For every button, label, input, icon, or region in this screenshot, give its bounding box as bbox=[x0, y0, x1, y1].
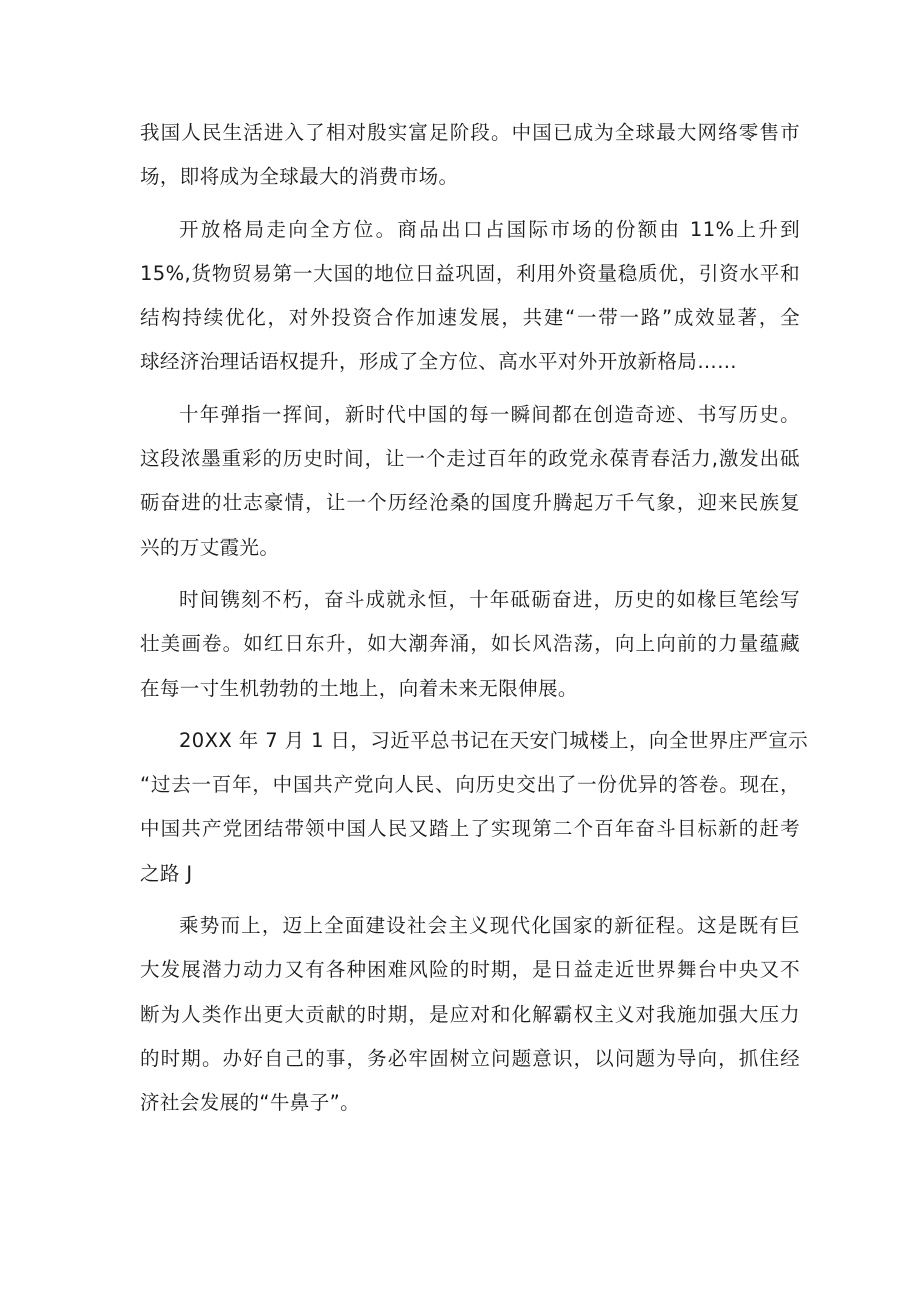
text-line: 20XX 年 7 月 1 日，习近平总书记在天安门城楼上，向全世界庄严宣示 bbox=[179, 728, 809, 752]
text-line: 场，即将成为全球最大的消费市场。 bbox=[140, 165, 459, 189]
text-line: 这段浓墨重彩的历史时间，让一个走过百年的政党永葆青春活力,激发出砥 bbox=[140, 447, 800, 471]
text-line: 在每一寸生机勃勃的土地上，向着未来无限伸展。 bbox=[140, 676, 578, 700]
text-line: 乘势而上，迈上全面建设社会主义现代化国家的新征程。这是既有巨 bbox=[179, 914, 800, 938]
document-page bbox=[140, 111, 809, 1126]
paragraph-5 bbox=[140, 719, 809, 896]
text-line: 结构持续优化，对外投资合作加速发展，共建“一带一路”成效显著，全 bbox=[140, 306, 800, 330]
text-line: 砺奋进的壮志豪情，让一个历经沧桑的国度升腾起万千气象，迎来民族复 bbox=[140, 491, 800, 515]
paragraph-2 bbox=[140, 208, 800, 385]
text-line: 之路 J bbox=[140, 861, 193, 885]
text-line: 十年弹指一挥间，新时代中国的每一瞬间都在创造奇迹、书写历史。 bbox=[179, 402, 800, 426]
text-line: 兴的万丈霞光。 bbox=[140, 535, 280, 559]
text-line: 壮美画卷。如红日东升，如大潮奔涌，如长风浩荡，向上向前的力量蕴藏 bbox=[140, 632, 800, 656]
paragraph-1 bbox=[140, 111, 800, 200]
paragraph-4 bbox=[140, 578, 800, 711]
text-line: 开放格局走向全方位。商品出口占国际市场的份额由 11%上升到 bbox=[179, 217, 800, 241]
text-line: 时间镌刻不朽，奋斗成就永恒，十年砥砺奋进，历史的如椽巨笔绘写 bbox=[179, 587, 800, 611]
paragraph-6 bbox=[140, 904, 800, 1125]
text-line: 大发展潜力动力又有各种困难风险的时期，是日益走近世界舞台中央又不 bbox=[140, 958, 800, 982]
text-line: 断为人类作出更大贡献的时期，是应对和化解霸权主义对我施加强大压力 bbox=[140, 1002, 800, 1026]
text-line: 中国共产党团结带领中国人民又踏上了实现第二个百年奋斗目标新的赶考 bbox=[140, 817, 800, 841]
text-line: 球经济治理话语权提升，形成了全方位、高水平对外开放新格局…… bbox=[140, 350, 738, 374]
text-line: 的时期。办好自己的事，务必牢固树立问题意识，以问题为导向，抓住经 bbox=[140, 1046, 800, 1070]
text-line: 15%,货物贸易第一大国的地位日益巩固，利用外资量稳质优，引资水平和 bbox=[140, 261, 800, 285]
text-line: 我国人民生活进入了相对殷实富足阶段。中国已成为全球最大网络零售市 bbox=[140, 121, 800, 144]
text-line: “过去一百年，中国共产党向人民、向历史交出了一份优异的答卷。现在， bbox=[140, 773, 800, 797]
paragraph-3 bbox=[140, 393, 800, 570]
text-line: 济社会发展的“牛鼻子”。 bbox=[140, 1091, 361, 1115]
